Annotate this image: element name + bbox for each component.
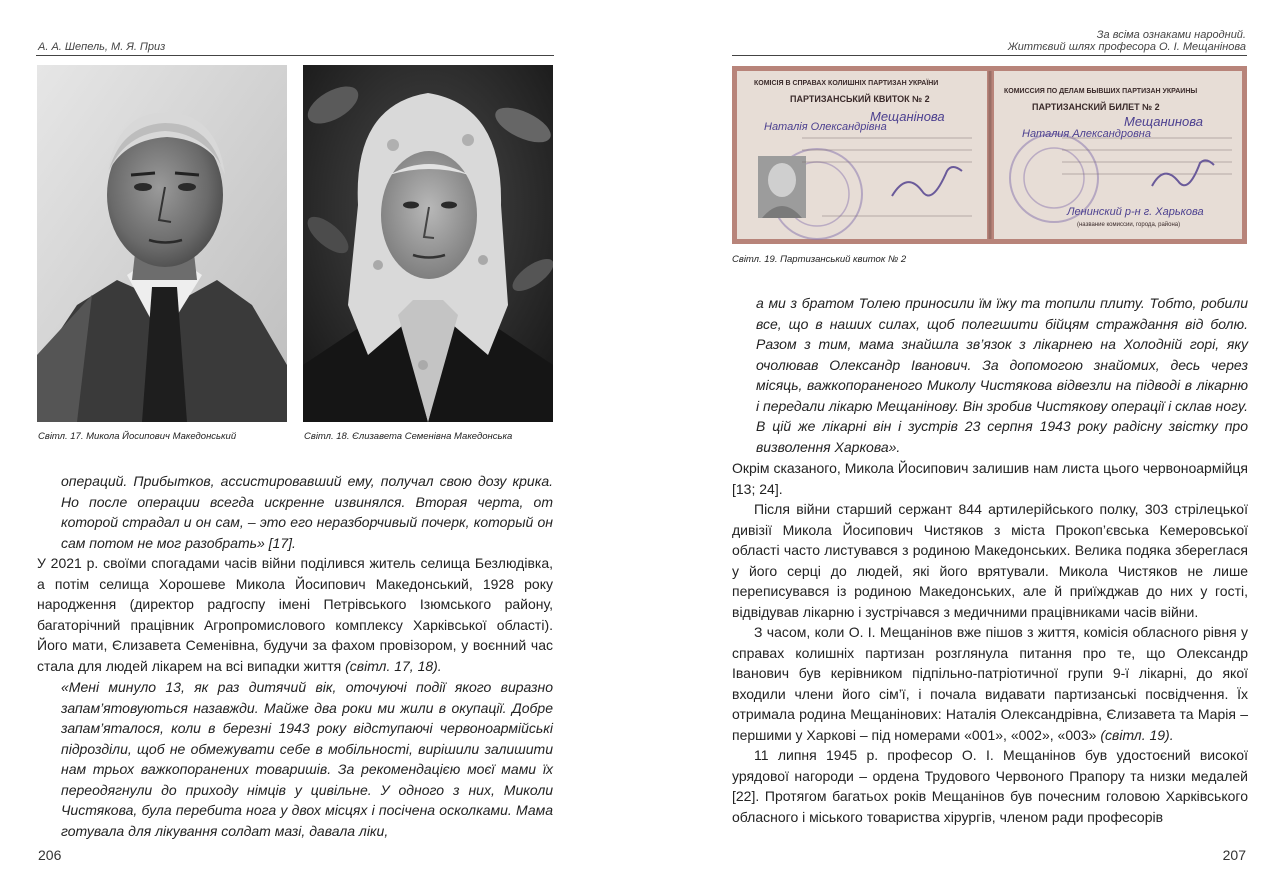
quote-continued [61, 471, 553, 553]
memory-quote [61, 677, 553, 841]
caption-photo-17: Світл. 17. Микола Йосипович Македонський [38, 431, 237, 442]
body-text [732, 458, 1248, 827]
paragraph-4: 11 липня 1945 р. професор О. І. Мещанінов був удостоєний високої урядової нагороди – ордена Трудового Червоного Прапору та низки медалей [22]. Протягом багатьох років Мещанінов був почесним головою Харківського обласного і міського товариства хірургів, членом ради професорів [732, 747, 1248, 825]
quote-end-text: а ми з братом Толею приносили їм їжу та топили плиту. Тобто, робили все, що в наших силах, щоб полегшити бійцям страждання від болю. Разом з тим, мама знайшла зв’язок з лікарнею на Холодній горі, яку очолював Олександр Іванович. За допомогою знайомих, десь через місяць, важкопораненого Миколу Чистякова відвезли на підводі в лікарню і передали лікарю Мещанінову. Він зробив Чистякову операції і склав ногу. В цій же лікарні він і зустрів 23 серпня 1943 року радісну звістку про визволення Харкова». [756, 295, 1248, 455]
quote-end [756, 293, 1248, 457]
running-head-right-line2: Життєвий шлях професора О. І. Мещанінова [1007, 41, 1246, 53]
header-rule [36, 55, 554, 56]
card-right-place: Ленинский р-н г. Харькова [1067, 206, 1204, 218]
partisan-card-photo [732, 66, 1247, 244]
photo-reference: (світл. 19). [1100, 726, 1174, 743]
memory-quote-text: «Мені минуло 13, як раз дитячий вік, оточуючі події якого виразно запам’ятовуються назавжди. Майже два роки ми жили в окупації. Добре запам’яталося, коли в березні 1943 року відступаючі червоноармійські підрозділи, щоб не обмежувати себе в мобільності, вирішили залишити нам трьох важкопоранених товаришів. За рекомендацією моєї мами їх переодягнули до приходу німців у цивільне. У одного з них, Миколи Чистякова, була перебита нога у двох місцях і посічена осколками. Мама готувала для лікування солдат мазі, давала ліки, [61, 679, 553, 839]
paragraph-2: Після війни старший сержант 844 артилерійського полку, 303 стрілецької дивізії Микола Йосипович Чистяков з міста Прокоп’євська Кемеровської області часто листувався з родиною Македонських. Велика подяка збереглася у його серці до людей, які його врятували. Микола Чистяков не лише переписувався із родиною Македонських, але й приїжджав до них у гості, відвідував лікарню і зустрічався з медичними працівниками часів війни. [732, 501, 1248, 620]
card-right-header: КОМИССИЯ ПО ДЕЛАМ БЫВШИХ ПАРТИЗАН УКРАИНЫ [1004, 88, 1198, 95]
photo-yelyzaveta-makedonska [303, 65, 553, 422]
photo-reference: (світл. 17, 18). [345, 657, 442, 674]
photo-mykola-makedonsky [37, 65, 287, 422]
paragraph-1: Окрім сказаного, Микола Йосипович залишив нам листа цього червоноармійця [13; 24]. [732, 460, 1248, 497]
card-left-title: ПАРТИЗАНСЬКИЙ КВИТОК № 2 [790, 94, 930, 104]
page-number-right: 207 [1222, 847, 1246, 863]
running-head-left: А. А. Шепель, М. Я. Приз [38, 41, 166, 53]
card-right-name2: Наталия Александровна [1022, 128, 1151, 140]
card-left-name1: Мещанінова [870, 109, 945, 124]
quote-continued-text: операций. Прибытков, ассистировавший ему, получал свою дозу крика. Но после операции всегда искренне извинялся. Вторая черта, от которой страдал и он сам, – это его неразборчивый почерк, который он сам потом не мог разобрать» [17]. [61, 473, 553, 551]
card-right-name1: Мещанинова [1124, 114, 1203, 129]
main-paragraph-text: У 2021 р. своїми спогадами часів війни поділився житель селища Безлюдівка, а потім селища Хорошеве Микола Йосипович Македонський, 1928 року народження (директор радгоспу імені Петрівського Ізюмського району, багаторічний працівник Агропромислового комплексу Харківської області). Його мати, Єлизавета Семенівна, будучи за фахом провізором, у воєнний час стала для людей лікарем на всі випадки життя [37, 555, 553, 674]
paragraph-3: З часом, коли О. І. Мещанінов вже пішов з життя, комісія обласного рівня у справах колишніх партизан розглянула питання про те, що Олександр Іванович був керівником підпільно-патріотичної групи 9-ї лікарні, до якої входили члени його сім’ї, і почала видавати партизанські посвідчення. Їх отримала родина Мещанінових: Наталія Олександрівна, Єлизавета та Марія – першими у Харкові – під номерами «001», «002», «003» [732, 624, 1248, 743]
card-left-name2: Наталія Олександрівна [764, 121, 887, 133]
card-left-header: КОМІСІЯ В СПРАВАХ КОЛИШНІХ ПАРТИЗАН УКРАЇНИ [754, 80, 939, 87]
card-right-title: ПАРТИЗАНСКИЙ БИЛЕТ № 2 [1032, 102, 1160, 112]
card-right-footer: (название комиссии, города, района) [1077, 222, 1181, 228]
running-head-right-line1: За всіма ознаками народний. [1096, 29, 1246, 41]
page-number-left: 206 [38, 847, 62, 863]
main-paragraph [37, 553, 553, 676]
header-rule [732, 55, 1247, 56]
right-page [641, 0, 1282, 892]
caption-photo-18: Світл. 18. Єлизавета Семенівна Македонська [304, 431, 513, 442]
caption-photo-19: Світл. 19. Партизанський квиток № 2 [732, 254, 907, 265]
